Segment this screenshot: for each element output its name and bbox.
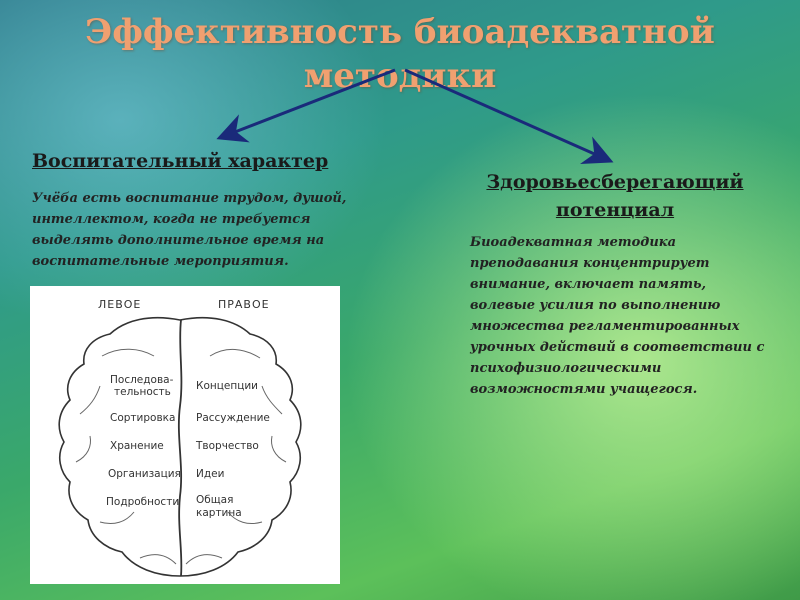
brain-left-label: Последова-: [110, 374, 174, 386]
right-heading: [470, 168, 760, 224]
brain-left-label: Подробности: [106, 496, 180, 508]
brain-left-label: Организация: [108, 468, 181, 480]
brain-right-label: картина: [196, 507, 242, 519]
brain-right-label: Общая: [196, 494, 234, 506]
right-heading-line-1: Здоровьесберегающий: [486, 171, 744, 193]
brain-right-label: Творчество: [196, 440, 259, 452]
brain-right-label: Идеи: [196, 468, 225, 480]
right-heading-line-2: потенциал: [555, 199, 675, 221]
left-heading: Воспитательный характер: [32, 150, 329, 172]
brain-outline-icon: [30, 286, 340, 584]
right-body-text: Биоадекватная методика преподавания концентрирует внимание, включает память, волевые усилия по выполнению множества регламентированных урочных действий в соответствии с психофизиологическими возможностями учащегося.: [470, 235, 765, 397]
brain-right-label: Концепции: [196, 380, 259, 392]
right-hemisphere-label: ПРАВОЕ: [218, 298, 270, 311]
arrow-left: [222, 70, 395, 137]
arrow-right: [405, 70, 608, 160]
title-line-1: Эффективность биоадекватной: [85, 12, 715, 52]
brain-left-label: Сортировка: [110, 412, 176, 424]
brain-hemispheres-image: [30, 286, 340, 584]
title-line-2: методики: [303, 56, 497, 96]
brain-right-label: Рассуждение: [196, 412, 270, 424]
brain-left-label: Хранение: [110, 440, 164, 452]
brain-left-label: тельность: [114, 386, 171, 398]
left-body-text: Учёба есть воспитание трудом, душой, интеллектом, когда не требуется выделять дополнительное время на воспитательные мероприятия.: [32, 191, 347, 269]
left-hemisphere-label: ЛЕВОЕ: [98, 298, 142, 311]
